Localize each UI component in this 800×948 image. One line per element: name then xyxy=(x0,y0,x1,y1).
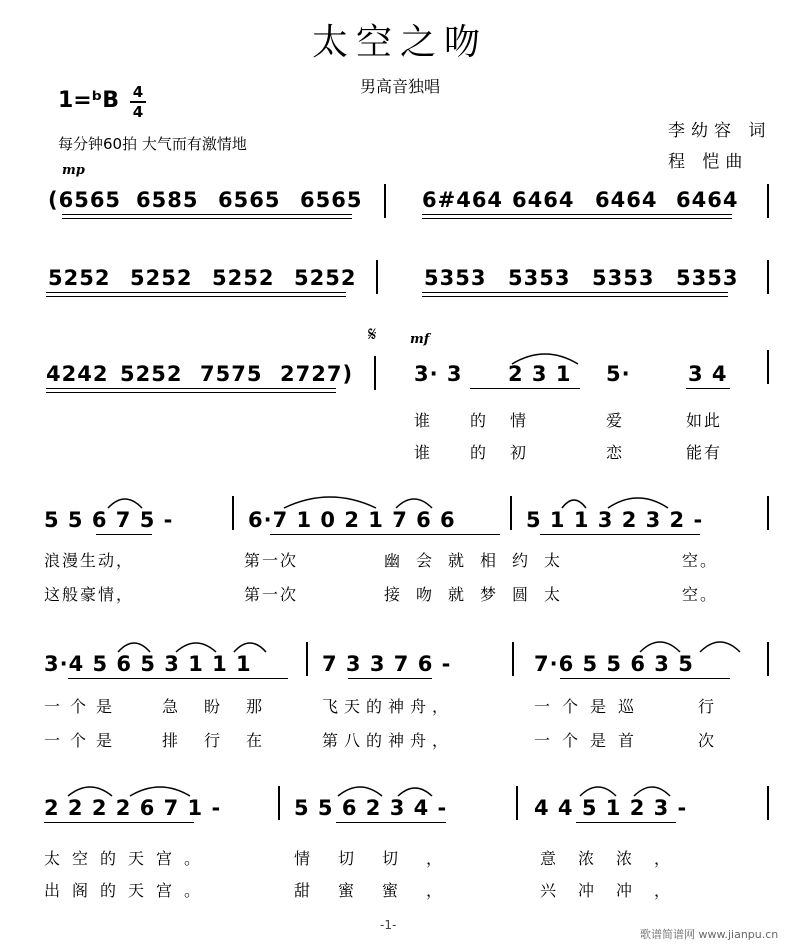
lyric: 空。 xyxy=(682,551,719,570)
lyric: 爱 xyxy=(606,411,625,430)
measure: 5· xyxy=(606,362,631,386)
lyric: 初 xyxy=(510,443,529,462)
lyric: 能有 xyxy=(686,443,723,462)
page-number: -1- xyxy=(380,918,397,932)
lyric: 一个是 xyxy=(44,697,123,716)
measure: 5353 xyxy=(676,266,739,290)
slur xyxy=(284,497,376,508)
measure: 4 4 5 1 2 3 - xyxy=(534,796,688,820)
lyric: 次 xyxy=(698,731,717,750)
measure: 5 1 1 3 2 3 2 - xyxy=(526,508,704,532)
lyric: 情切切， xyxy=(294,849,471,868)
slur xyxy=(118,643,150,652)
dynamic-verse: mf xyxy=(410,332,430,347)
lyric: 太空的天宫。 xyxy=(44,849,213,868)
lyric: 谁 xyxy=(414,443,433,462)
measure: 5 5 6 7 5 - xyxy=(44,508,174,532)
slur xyxy=(68,787,112,796)
lyric: 排行在 xyxy=(162,731,289,750)
lyric: 急盼那 xyxy=(162,697,289,716)
slur xyxy=(562,500,586,508)
lyric: 谁 xyxy=(414,411,433,430)
measure: 2 2 2 2 6 7 1 - xyxy=(44,796,222,820)
lyric: 甜蜜蜜， xyxy=(294,881,471,900)
slur xyxy=(338,787,382,796)
song-subtitle: 男高音独唱 xyxy=(359,77,440,96)
measure: 5252 xyxy=(48,266,111,290)
composer-credit: 程 恺曲 xyxy=(668,152,749,172)
measure: 2 3 1 xyxy=(508,362,572,386)
lyric: 一个是 xyxy=(44,731,123,750)
time-signature-top: 4 xyxy=(132,83,144,101)
slur xyxy=(700,642,740,652)
lyricist-credit: 李幼容 词 xyxy=(668,121,772,141)
slur xyxy=(176,643,216,652)
measure: 5252 xyxy=(212,266,275,290)
tempo-marking: 每分钟60拍 大气而有激情地 xyxy=(58,135,247,153)
lyric: 浪漫生动， xyxy=(44,551,135,570)
lyric: 第一次 xyxy=(244,551,299,570)
segno-sign: 𝄋 xyxy=(368,322,377,346)
lyric: 行 xyxy=(698,697,717,716)
lyric: 幽会就相约太 xyxy=(384,551,577,570)
lyric: 飞天的神舟， xyxy=(322,697,455,716)
slur xyxy=(580,787,616,796)
measure: 6565 xyxy=(218,188,281,212)
measure: 6565 xyxy=(300,188,363,212)
song-title: 太空之吻 xyxy=(311,22,488,63)
measure: 5 5 6 2 3 4 - xyxy=(294,796,448,820)
measure: 6585 xyxy=(136,188,199,212)
measure: 3 4 xyxy=(688,362,728,386)
measure: 5353 xyxy=(592,266,655,290)
measure: 5252 xyxy=(120,362,183,386)
measure: 3·4 5 6 5 3 1 1 1 xyxy=(44,652,252,676)
lyric: 兴冲冲， xyxy=(540,881,693,900)
measure: 6464 xyxy=(595,188,658,212)
slur xyxy=(608,498,668,508)
key-signature: 1=ᵇB xyxy=(58,88,120,113)
slur xyxy=(398,788,432,796)
time-signature-bottom: 4 xyxy=(132,103,144,121)
measure: 3· 3 xyxy=(414,362,463,386)
watermark: 歌谱简谱网 www.jianpu.cn xyxy=(640,928,779,941)
lyric: 的 xyxy=(470,411,489,430)
measure: 6#464 xyxy=(422,188,504,212)
measure: 5353 xyxy=(424,266,487,290)
measure: 4242 xyxy=(46,362,109,386)
measure: 5252 xyxy=(130,266,193,290)
measure: 2727) xyxy=(280,362,354,386)
lyric: 的 xyxy=(470,443,489,462)
lyric: 出阁的天宫。 xyxy=(44,881,213,900)
measure: 6·7 1 0 2 1 7 6 6 xyxy=(248,508,456,532)
measure: (6565 xyxy=(48,188,122,212)
lyric: 一个是首 xyxy=(534,731,647,750)
lyric: 情 xyxy=(510,411,529,430)
measure: 7 3 3 7 6 - xyxy=(322,652,452,676)
slur xyxy=(108,499,142,508)
lyric: 意浓浓， xyxy=(540,849,693,868)
lyric: 如此 xyxy=(686,411,723,430)
lyric: 恋 xyxy=(606,443,625,462)
lyric: 第八的神舟， xyxy=(322,731,455,750)
slur xyxy=(130,787,190,796)
lyric: 接吻就梦圆太 xyxy=(384,585,577,604)
slur xyxy=(396,499,432,508)
slur xyxy=(640,642,680,652)
measure: 6464 xyxy=(676,188,739,212)
dynamic-intro: mp xyxy=(62,163,85,178)
measure: 6464 xyxy=(512,188,575,212)
slur xyxy=(512,354,578,364)
lyric: 这般豪情， xyxy=(44,585,135,604)
lyric: 空。 xyxy=(682,585,719,604)
lyric: 一个是巡 xyxy=(534,697,647,716)
measure: 7·6 5 5 6 3 5 xyxy=(534,652,694,676)
slur xyxy=(234,643,266,652)
lyric: 第一次 xyxy=(244,585,299,604)
measure: 5353 xyxy=(508,266,571,290)
slur xyxy=(634,787,670,796)
measure: 7575 xyxy=(200,362,263,386)
measure: 5252 xyxy=(294,266,357,290)
